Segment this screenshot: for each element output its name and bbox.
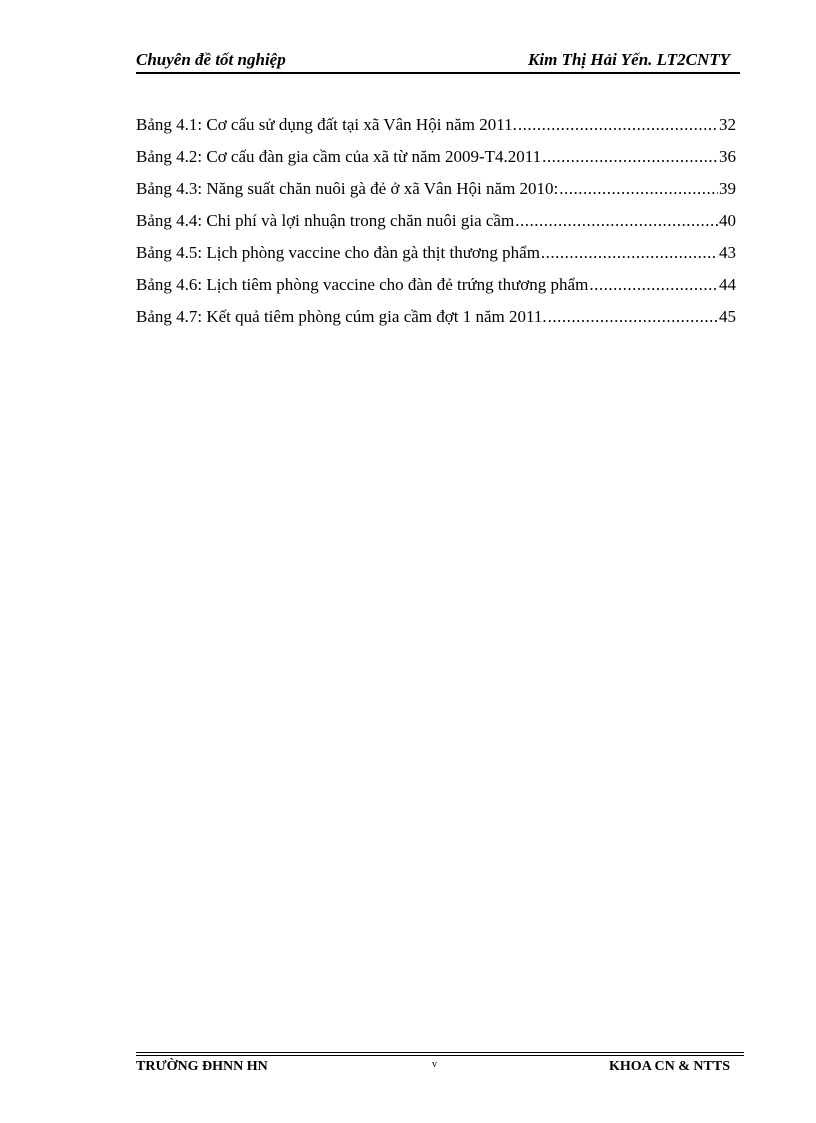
header-title: Chuyên đề tốt nghiệp [136, 50, 286, 69]
toc-entry-label: Bảng 4.6: Lịch tiêm phòng vaccine cho đàn đẻ trứng thương phẩm [136, 275, 589, 294]
toc-entry-page: 45 [719, 307, 736, 326]
toc-entry[interactable] [136, 115, 736, 147]
toc-entry-label: Bảng 4.5: Lịch phòng vaccine cho đàn gà thịt thương phẩm [136, 243, 540, 262]
header-divider [136, 72, 740, 74]
header-author: Kim Thị Hải Yến. LT2CNTY [528, 50, 730, 69]
toc-entry-label: Bảng 4.7: Kết quả tiêm phòng cúm gia cầm đợt 1 năm 2011. [136, 307, 547, 326]
toc-entry-page: 40 [719, 211, 736, 230]
toc-entry-label: Bảng 4.2: Cơ cấu đàn gia cầm của xã từ năm 2009-T4.2011 [136, 147, 542, 166]
toc-leader-dots [541, 243, 718, 263]
toc-entry[interactable] [136, 211, 736, 243]
toc-entry[interactable] [136, 147, 736, 179]
toc-entry-page: 32 [719, 115, 736, 134]
page-number: v [432, 1059, 437, 1070]
toc-entry-label: Bảng 4.4: Chi phí và lợi nhuận trong chăn nuôi gia cầm [136, 211, 515, 230]
toc-leader-dots [589, 275, 718, 295]
toc-entry-page: 36 [719, 147, 736, 166]
footer-divider-thin [136, 1055, 744, 1056]
toc-leader-dots [559, 179, 718, 199]
toc-leader-dots [548, 307, 718, 327]
toc-entry[interactable] [136, 307, 736, 339]
toc-entry[interactable] [136, 243, 736, 275]
toc-entry-page: 39 [719, 179, 736, 198]
footer-university: TRƯỜNG ĐHNN HN [136, 1059, 268, 1074]
toc-entry[interactable] [136, 179, 736, 211]
toc-leader-dots [542, 147, 718, 167]
toc-entry[interactable] [136, 275, 736, 307]
toc-leader-dots [515, 211, 718, 231]
toc-entry-label: Bảng 4.1: Cơ cấu sử dụng đất tại xã Vân Hội năm 2011. [136, 115, 517, 134]
toc-entry-page: 44 [719, 275, 736, 294]
page-footer [136, 1059, 730, 1077]
footer-divider [136, 1052, 744, 1053]
toc-entry-label: Bảng 4.3: Năng suất chăn nuôi gà đẻ ở xã Vân Hội năm 2010: [136, 179, 559, 198]
page-header [136, 50, 740, 72]
toc-leader-dots [518, 115, 718, 135]
toc-entry-page: 43 [719, 243, 736, 262]
table-of-contents [136, 115, 736, 339]
footer-faculty: KHOA CN & NTTS [609, 1059, 730, 1074]
